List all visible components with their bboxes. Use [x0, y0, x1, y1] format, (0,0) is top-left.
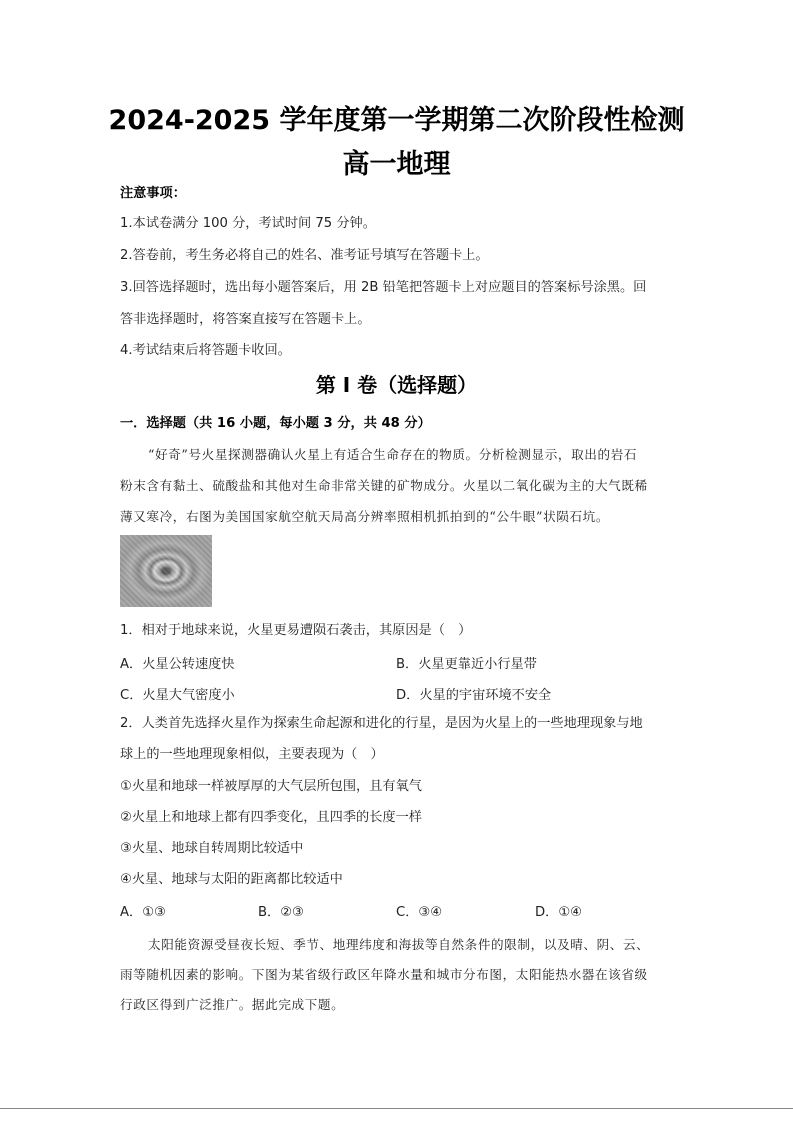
- question-stem: 2．人类首先选择火星作为探索生命起源和进化的行星，是因为火星上的一些地理现象与地: [120, 716, 643, 731]
- statement: ②火星上和地球上都有四季变化，且四季的长度一样: [120, 810, 422, 825]
- option-c: C．火星大气密度小: [120, 688, 235, 703]
- question-stem: 球上的一些地理现象相似，主要表现为（ ）: [120, 747, 384, 762]
- note-item: 4.考试结束后将答题卡收回。: [120, 343, 291, 358]
- note-item: 2.答卷前，考生务必将自己的姓名、准考证号填写在答题卡上。: [120, 248, 489, 263]
- statement: ①火星和地球一样被厚厚的大气层所包围，且有氧气: [120, 779, 422, 794]
- option-d: D．①④: [535, 905, 582, 920]
- passage-line: 雨等随机因素的影响。下图为某省级行政区年降水量和城市分布图，太阳能热水器在该省级: [120, 967, 648, 982]
- option-a: A．火星公转速度快: [120, 657, 235, 672]
- option-b: B．②③: [258, 905, 304, 920]
- part-heading: 一．选择题（共 16 小题，每小题 3 分，共 48 分）: [120, 416, 431, 431]
- passage-line: “好奇”号火星探测器确认火星上有适合生命存在的物质。分析检测显示，取出的岩石: [148, 447, 638, 462]
- option-c: C．③④: [396, 905, 443, 920]
- option-a: A．①③: [120, 905, 166, 920]
- note-item: 3.回答选择题时，选出每小题答案后，用 2B 铅笔把答题卡上对应题目的答案标号涂黑。回: [120, 280, 647, 295]
- notes-heading: 注意事项：: [120, 186, 186, 201]
- statement: ④火星、地球与太阳的距离都比较适中: [120, 872, 343, 887]
- section-title: 第 Ⅰ 卷（选择题）: [315, 373, 478, 397]
- option-d: D．火星的宇宙环境不安全: [396, 688, 552, 703]
- exam-subject: 高一地理: [342, 149, 451, 180]
- passage-line: 薄又寒冷，右图为美国国家航空航天局高分辨率照相机抓拍到的“公牛眼”状陨石坑。: [120, 509, 610, 524]
- crater-image: [120, 535, 212, 607]
- note-item: 答非选择题时，将答案直接写在答题卡上。: [120, 312, 371, 327]
- passage-line: 太阳能资源受昼夜长短、季节、地理纬度和海拔等自然条件的限制，以及晴、阴、云、: [148, 937, 650, 952]
- question-stem: 1．相对于地球来说，火星更易遭陨石袭击，其原因是（ ）: [120, 623, 472, 638]
- option-b: B．火星更靠近小行星带: [396, 657, 537, 672]
- page-bottom-rule: [0, 1108, 793, 1109]
- passage-line: 粉末含有黏土、硫酸盐和其他对生命非常关键的矿物成分。火星以二氧化碳为主的大气既稀: [120, 478, 648, 493]
- exam-title: 2024-2025 学年度第一学期第二次阶段性检测: [108, 105, 685, 136]
- note-item: 1.本试卷满分 100 分，考试时间 75 分钟。: [120, 216, 376, 231]
- statement: ③火星、地球自转周期比较适中: [120, 841, 304, 856]
- passage-line: 行政区得到广泛推广。据此完成下题。: [120, 997, 345, 1012]
